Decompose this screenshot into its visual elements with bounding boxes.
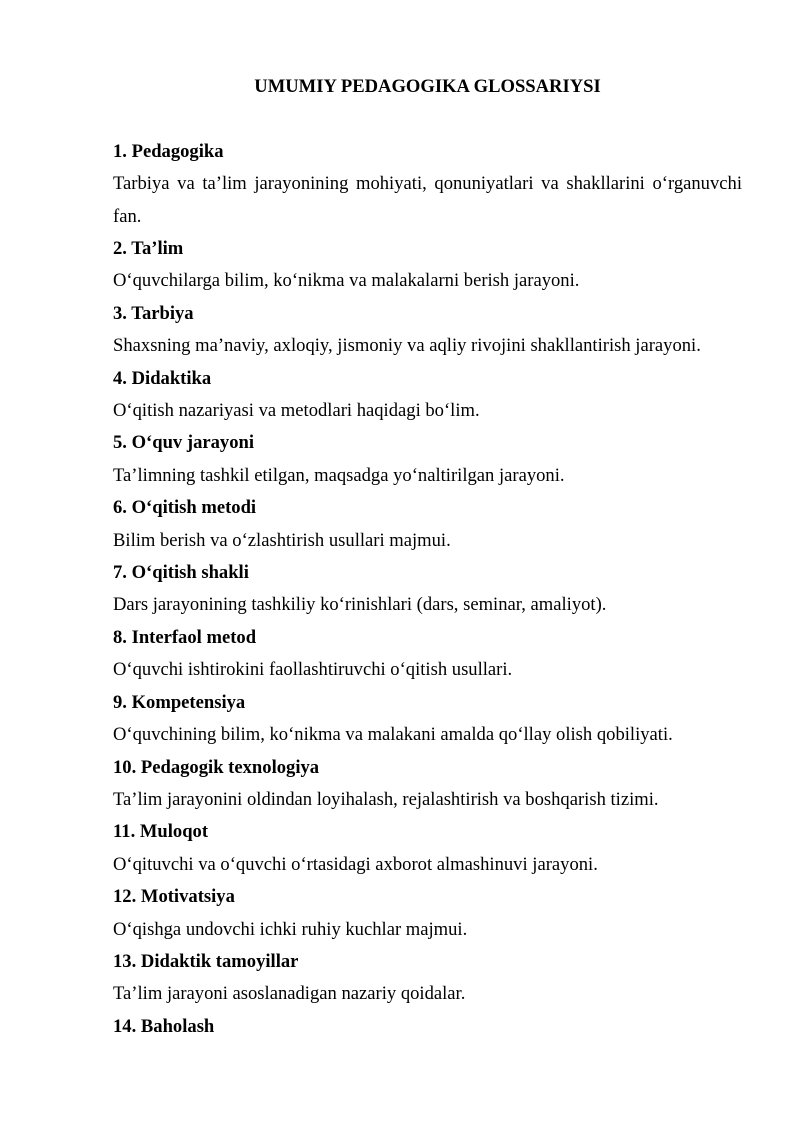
glossary-entry bbox=[113, 816, 742, 881]
entry-term: 10. Pedagogik texnologiya bbox=[113, 756, 320, 778]
glossary-entry bbox=[113, 557, 742, 622]
glossary-entry bbox=[113, 752, 742, 817]
glossary-entry bbox=[113, 622, 742, 687]
glossary-entry bbox=[113, 492, 742, 557]
glossary-entry bbox=[113, 363, 742, 428]
document-title: UMUMIY PEDAGOGIKA GLOSSARIYSI bbox=[254, 76, 601, 97]
entry-definition: Ta’lim jarayoni asoslanadigan nazariy qoidalar. bbox=[113, 983, 466, 1005]
entry-definition: Shaxsning ma’naviy, axloqiy, jismoniy va aqliy rivojini shakllantirish jarayoni. bbox=[113, 335, 701, 357]
entry-term: 13. Didaktik tamoyillar bbox=[113, 950, 299, 972]
entry-definition: Oʻquvchilarga bilim, koʻnikma va malakalarni berish jarayoni. bbox=[113, 270, 580, 292]
entry-term: 2. Ta’lim bbox=[113, 238, 184, 260]
glossary-entry bbox=[113, 881, 742, 946]
glossary-entry bbox=[113, 687, 742, 752]
entry-definition: Bilim berish va oʻzlashtirish usullari majmui. bbox=[113, 529, 451, 551]
entry-term: 11. Muloqot bbox=[113, 821, 209, 843]
entry-definition: Ta’limning tashkil etilgan, maqsadga yoʻnaltirilgan jarayoni. bbox=[113, 464, 565, 486]
glossary-list bbox=[113, 136, 742, 1043]
glossary-entry bbox=[113, 136, 742, 233]
entry-term: 8. Interfaol metod bbox=[113, 626, 257, 648]
entry-term: 14. Baholash bbox=[113, 1015, 215, 1037]
entry-definition: Ta’lim jarayonini oldindan loyihalash, rejalashtirish va boshqarish tizimi. bbox=[113, 788, 659, 810]
entry-term: 6. Oʻqitish metodi bbox=[113, 497, 257, 519]
glossary-entry bbox=[113, 1011, 742, 1043]
glossary-entry bbox=[113, 427, 742, 492]
glossary-entry bbox=[113, 298, 742, 363]
entry-definition: Dars jarayonining tashkiliy koʻrinishlari (dars, seminar, amaliyot). bbox=[113, 594, 607, 616]
glossary-entry bbox=[113, 233, 742, 298]
entry-definition: Oʻqitish nazariyasi va metodlari haqidagi boʻlim. bbox=[113, 400, 480, 422]
entry-definition: Tarbiya va ta’lim jarayonining mohiyati, qonuniyatlari va shakllarini oʻrganuvchi fan. bbox=[113, 173, 742, 227]
entry-definition: Oʻqishga undovchi ichki ruhiy kuchlar majmui. bbox=[113, 918, 468, 940]
entry-term: 9. Kompetensiya bbox=[113, 691, 246, 713]
entry-definition: Oʻquvchi ishtirokini faollashtiruvchi oʻqitish usullari. bbox=[113, 659, 513, 681]
entry-definition: Oʻqituvchi va oʻquvchi oʻrtasidagi axborot almashinuvi jarayoni. bbox=[113, 853, 598, 875]
entry-term: 3. Tarbiya bbox=[113, 302, 194, 324]
entry-term: 12. Motivatsiya bbox=[113, 886, 235, 908]
entry-term: 7. Oʻqitish shakli bbox=[113, 562, 249, 584]
entry-term: 5. Oʻquv jarayoni bbox=[113, 432, 255, 454]
entry-definition: Oʻquvchining bilim, koʻnikma va malakani amalda qoʻllay olish qobiliyati. bbox=[113, 724, 673, 746]
entry-term: 4. Didaktika bbox=[113, 367, 212, 389]
glossary-entry bbox=[113, 946, 742, 1011]
entry-term: 1. Pedagogika bbox=[113, 140, 224, 162]
